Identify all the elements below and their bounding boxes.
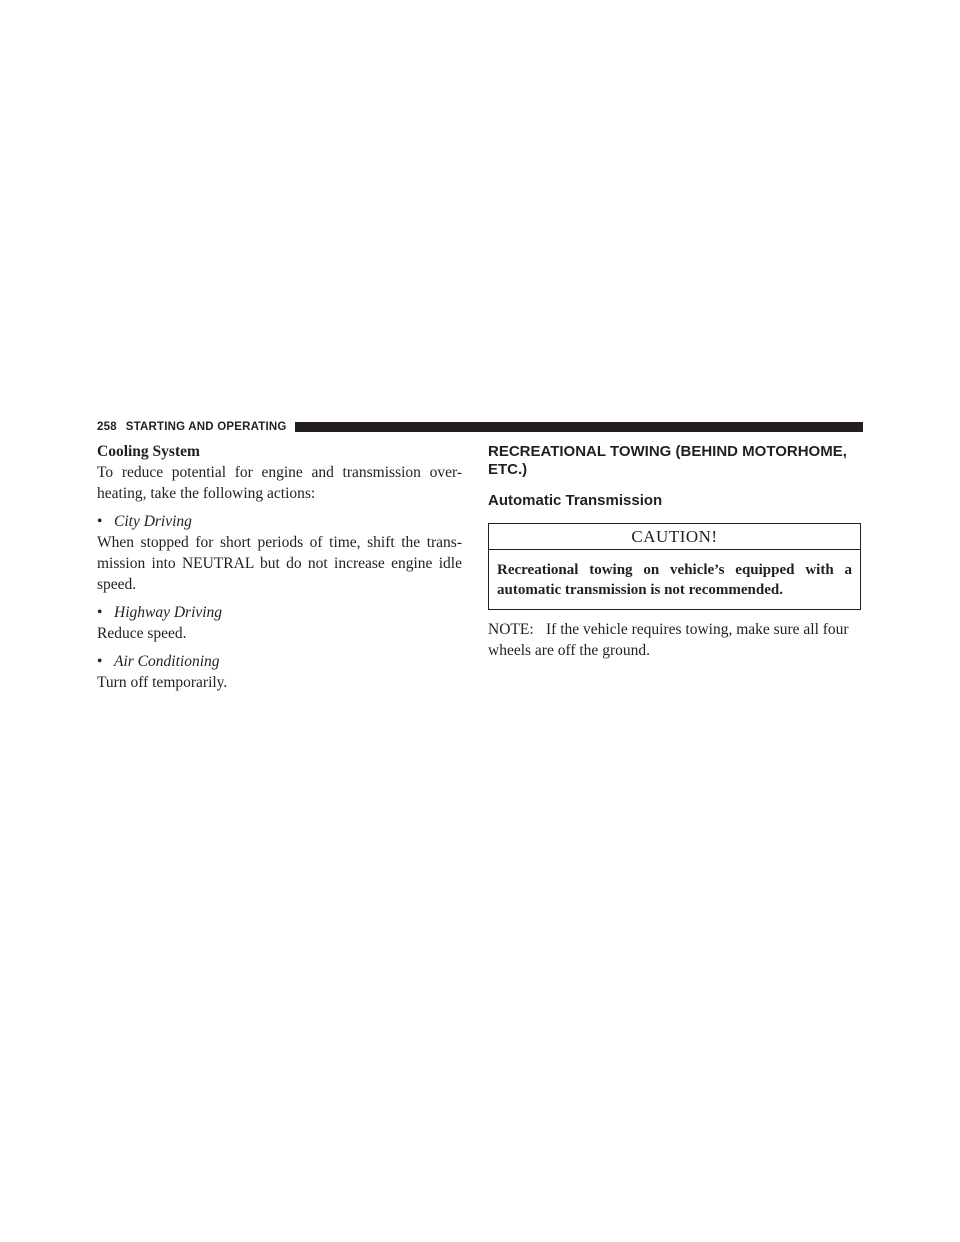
right-column — [488, 441, 864, 661]
caution-title: CAUTION! — [489, 524, 860, 550]
bullet-item — [97, 511, 462, 532]
header-rule — [295, 422, 863, 432]
bullet-title: Air Conditioning — [114, 653, 220, 670]
automatic-transmission-heading: Automatic Transmission — [488, 492, 663, 509]
bullet-title: City Driving — [114, 513, 192, 530]
bullet-text: When stopped for short periods of time, shift the trans-mission into NEUTRAL but do not increase engine idle speed. — [97, 534, 462, 593]
bullet-text: Turn off temporarily. — [97, 674, 228, 691]
page-header — [97, 420, 863, 434]
note-label: NOTE: — [488, 621, 534, 638]
bullet-icon: • — [97, 604, 103, 621]
cooling-intro: To reduce potential for engine and transmission over-heating, take the following actions: — [97, 464, 462, 502]
bullet-item — [97, 602, 462, 623]
note-text: If the vehicle requires towing, make sure all four wheels are off the ground. — [488, 621, 849, 659]
bullet-icon: • — [97, 653, 103, 670]
bullet-text: Reduce speed. — [97, 625, 187, 642]
cooling-system-heading: Cooling System — [97, 443, 200, 460]
caution-box — [488, 523, 861, 610]
section-title: STARTING AND OPERATING — [125, 421, 287, 433]
bullet-icon: • — [97, 513, 103, 530]
left-column — [97, 441, 462, 693]
caution-text: Recreational towing on vehicle’s equipped with a automatic transmission is not recommended. — [497, 562, 852, 598]
recreational-towing-heading: RECREATIONAL TOWING (BEHIND MOTORHOME, ETC.) — [488, 443, 847, 478]
bullet-item — [97, 651, 462, 672]
page-number: 258 — [97, 421, 117, 433]
bullet-title: Highway Driving — [114, 604, 223, 621]
note — [488, 619, 864, 661]
